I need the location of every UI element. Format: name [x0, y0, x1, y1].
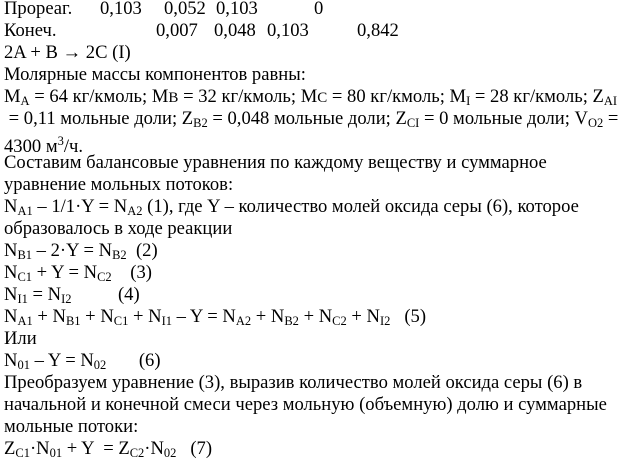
paragraph: мольные потоки: — [4, 416, 139, 437]
paragraph: Преобразуем уравнение (3), выразив количество молей оксида серы (6) в — [4, 372, 583, 393]
table-cell: 0,103 — [100, 0, 142, 19]
equation-1: $N_{A1} - 1/1\cdot Y = N_{A2}$ (1), где Y – количество молей оксида серы (6), которое — [4, 196, 579, 218]
table-cell: 0,103 — [267, 20, 309, 41]
equation-4: $N_{I1} = N_{I2}$ (4) — [4, 284, 140, 306]
row-label: Конеч. — [4, 20, 57, 41]
paragraph: Или — [4, 328, 37, 349]
table-cell: 0,048 — [214, 20, 256, 41]
equation-6: $N_{01} - Y = N_{02}$ (6) — [4, 350, 161, 372]
paragraph: Составим балансовые уравнения по каждому веществу и суммарное — [4, 152, 547, 173]
paragraph: уравнение мольных потоков: — [4, 174, 234, 195]
table-cell: 0,103 — [216, 0, 258, 19]
molar-values-line: $M_A = 64$ кг/кмоль; MB = 32 кг/кмоль; MC = 80 кг/кмоль; $M_I = 28$ кг/кмоль; $Z_{AI}$ — [4, 86, 618, 108]
equation-7: $Z_{C1}\cdot N_{01} + Y = Z_{C2}\cdot N_{02}$ (7) — [4, 438, 213, 460]
volume-line: 4300 $м^3/ч$. — [4, 134, 84, 157]
paragraph: образовалось в ходе реакции — [4, 218, 233, 239]
fractions-line: = 0,11 мольные доли; $Z_{B2} = 0,048$ мольные доли; $Z_{CI} = 0$ мольные доли; $V_{O2}$ = — [4, 108, 619, 130]
table-cell: 0 — [314, 0, 324, 19]
paragraph: начальной и конечной смеси через мольную (объемную) долю и суммарные — [4, 394, 607, 415]
row-label: Прореаг. — [4, 0, 73, 19]
table-cell: 0,842 — [357, 20, 399, 41]
table-cell: 0,007 — [156, 20, 198, 41]
table-cell: 0,052 — [164, 0, 206, 19]
reaction-equation: 2A + B → 2C (I) — [4, 42, 131, 63]
molar-heading: Молярные массы компонентов равны: — [4, 64, 306, 85]
equation-5: $N_{A1} + N_{B1} + N_{C1} + N_{I1} - Y = N_{A2} + N_{B2} + N_{C2} + N_{I2}$ (5) — [4, 306, 427, 328]
equation-3: $N_{C1} + Y = N_{C2}$ (3) — [4, 262, 152, 284]
equation-2: $N_{B1} - 2\cdot Y = N_{B2}$ (2) — [4, 240, 158, 262]
